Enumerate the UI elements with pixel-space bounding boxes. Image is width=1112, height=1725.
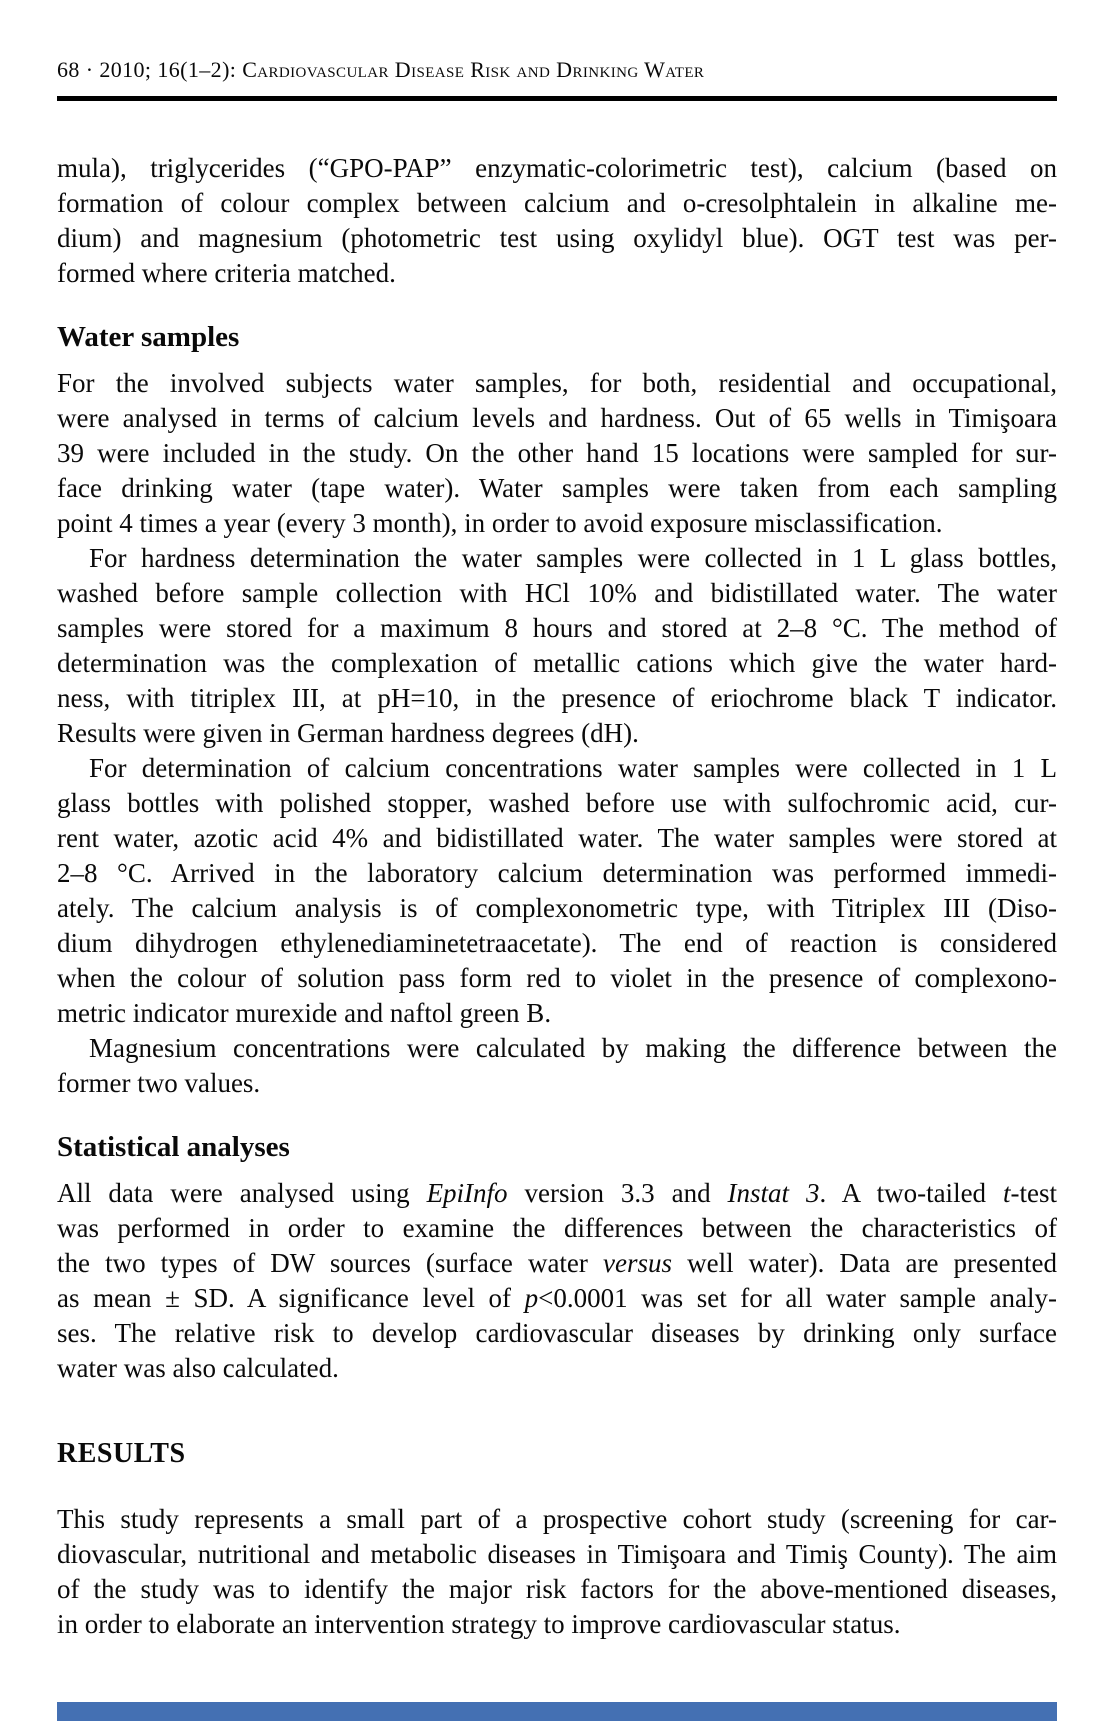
running-head-citation: 68 · 2010; 16(1–2):	[57, 57, 243, 82]
text-line: washed before sample collection with HCl 10% and bidistillated water. The water	[57, 578, 1057, 608]
text-line: 2–8 °C. Arrived in the laboratory calcium determination was performed immedi-	[57, 858, 1057, 888]
text-line: 39 were included in the study. On the other hand 15 locations were sampled for sur-	[57, 438, 1057, 468]
text-line: former two values.	[57, 1068, 261, 1098]
text-line: All data were analysed using EpiInfo version 3.3 and Instat 3. A two-tailed t-test	[57, 1178, 1057, 1208]
text-line: glass bottles with polished stopper, washed before use with sulfochromic acid, cur-	[57, 788, 1057, 818]
text-line: Magnesium concentrations were calculated by making the difference between the	[89, 1033, 1057, 1063]
paragraph	[57, 541, 1057, 751]
running-head-title: Cardiovascular Disease Risk and Drinking Water	[242, 57, 705, 82]
page-body	[57, 151, 1057, 1642]
text-line: samples were stored for a maximum 8 hours and stored at 2–8 °C. The method of	[57, 613, 1057, 643]
text-line: This study represents a small part of a prospective cohort study (screening for car-	[57, 1504, 1057, 1534]
text-line: ses. The relative risk to develop cardiovascular diseases by drinking only surface	[57, 1318, 1057, 1348]
paragraph	[57, 751, 1057, 1031]
text-line: ately. The calcium analysis is of complexonometric type, with Titriplex III (Diso-	[57, 893, 1057, 923]
text-line: in order to elaborate an intervention strategy to improve cardiovascular status.	[57, 1609, 901, 1639]
header-rule	[57, 96, 1057, 101]
text-line: of the study was to identify the major risk factors for the above-mentioned diseases,	[57, 1574, 1057, 1604]
section-heading-statistical-analyses: Statistical analyses	[57, 1131, 290, 1163]
paragraph	[57, 1031, 1057, 1101]
paragraph	[57, 1176, 1057, 1386]
section-heading-results: RESULTS	[57, 1438, 186, 1469]
text-line: formed where criteria matched.	[57, 258, 396, 288]
text-line: water was also calculated.	[57, 1353, 339, 1383]
text-line: when the colour of solution pass form red to violet in the presence of complexono-	[57, 963, 1057, 993]
text-line: determination was the complexation of metallic cations which give the water hard-	[57, 648, 1057, 678]
text-line: as mean ± SD. A significance level of p<0.0001 was set for all water sample analy-	[57, 1283, 1057, 1313]
text-line: For hardness determination the water samples were collected in 1 L glass bottles,	[89, 543, 1057, 573]
text-line: metric indicator murexide and naftol green B.	[57, 998, 552, 1028]
paragraph	[57, 151, 1057, 291]
text-line: rent water, azotic acid 4% and bidistillated water. The water samples were stored at	[57, 823, 1057, 853]
text-line: dium dihydrogen ethylenediaminetetraacetate). The end of reaction is considered	[57, 928, 1057, 958]
paragraph	[57, 1502, 1057, 1642]
text-line: the two types of DW sources (surface water versus well water). Data are presented	[57, 1248, 1057, 1278]
section-heading-water-samples: Water samples	[57, 321, 240, 353]
running-head	[57, 57, 1057, 83]
text-line: were analysed in terms of calcium levels and hardness. Out of 65 wells in Timişoara	[57, 403, 1057, 433]
text-line: For determination of calcium concentrations water samples were collected in 1 L	[89, 753, 1057, 783]
text-line: was performed in order to examine the differences between the characteristics of	[57, 1213, 1057, 1243]
text-line: ness, with titriplex III, at pH=10, in the presence of eriochrome black T indicator.	[57, 683, 1057, 713]
paragraph	[57, 366, 1057, 541]
text-line: mula), triglycerides (“GPO-PAP” enzymatic-colorimetric test), calcium (based on	[57, 153, 1057, 183]
text-line: For the involved subjects water samples, for both, residential and occupational,	[57, 368, 1057, 398]
text-line: Results were given in German hardness degrees (dH).	[57, 718, 639, 748]
text-line: diovascular, nutritional and metabolic diseases in Timişoara and Timiş County). The aim	[57, 1539, 1057, 1569]
text-line: dium) and magnesium (photometric test using oxylidyl blue). OGT test was per-	[57, 223, 1057, 253]
selection-highlight-bar	[57, 1702, 1057, 1721]
text-line: formation of colour complex between calcium and o-cresolphtalein in alkaline me-	[57, 188, 1057, 218]
text-line: point 4 times a year (every 3 month), in order to avoid exposure misclassification.	[57, 508, 943, 538]
text-line: face drinking water (tape water). Water samples were taken from each sampling	[57, 473, 1057, 503]
